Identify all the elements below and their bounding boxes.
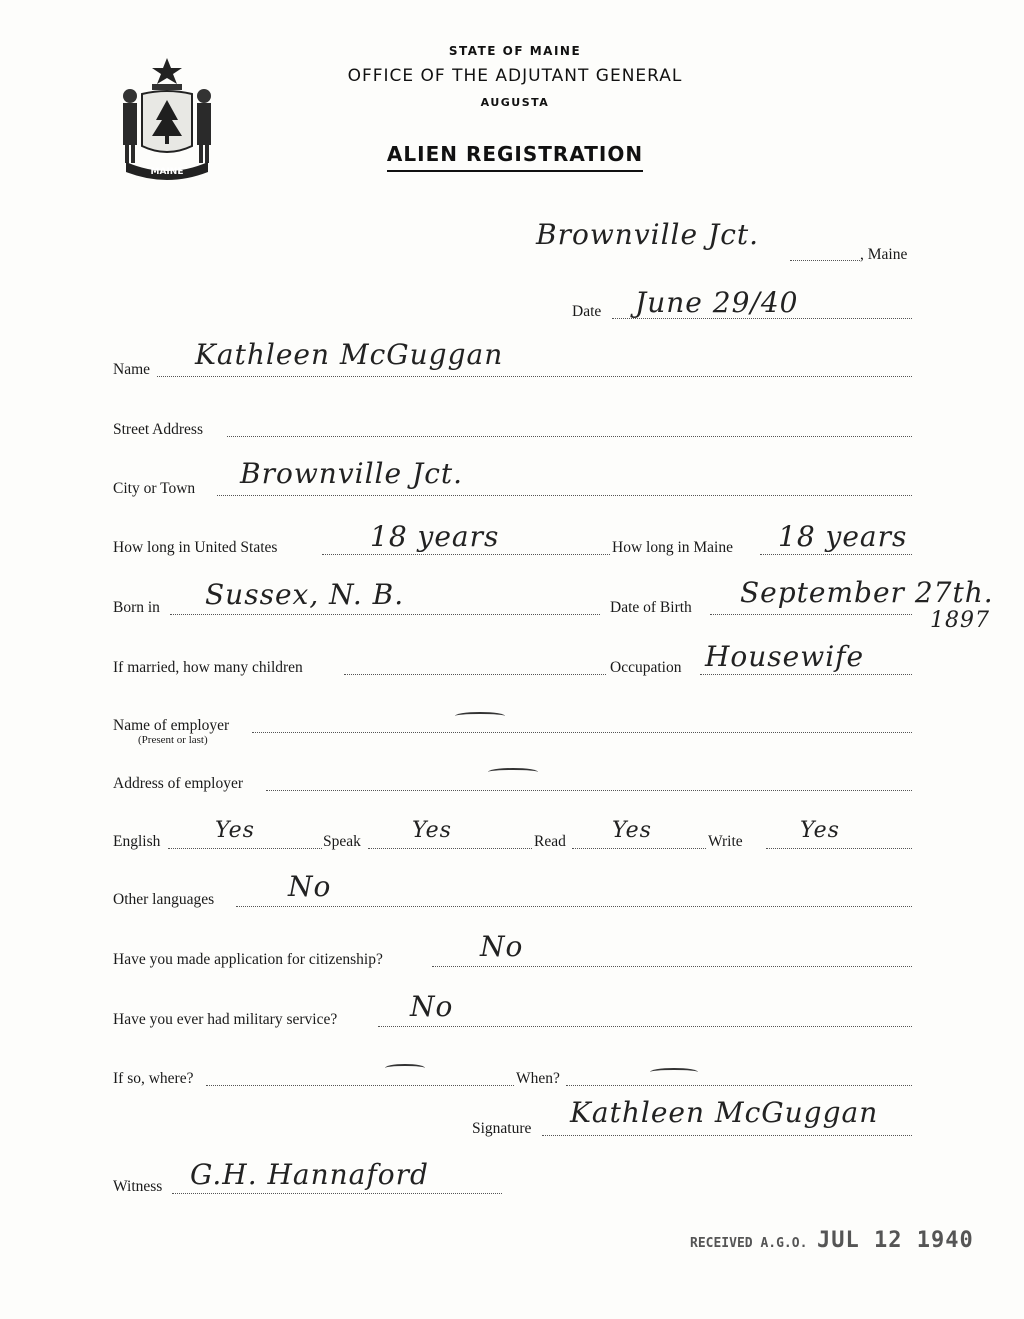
label-occupation: Occupation — [610, 659, 682, 676]
entry-town-heading: Brownville Jct. — [536, 218, 760, 251]
label-employer-name-sub: (Present or last) — [138, 734, 208, 746]
entry-signature: Kathleen McGuggan — [570, 1096, 879, 1129]
label-read: Read — [534, 833, 566, 850]
label-english: English — [113, 833, 161, 850]
label-other-languages: Other languages — [113, 891, 215, 908]
entry-write: Yes — [800, 818, 840, 843]
entry-birth-year: 1897 — [930, 608, 990, 633]
entry-name: Kathleen McGuggan — [195, 338, 504, 371]
dotted-line — [217, 495, 912, 496]
entry-date-of-birth: September 27th. — [740, 576, 994, 609]
label-how-long-us: How long in United States — [113, 539, 278, 556]
blank-dash-mark — [488, 768, 538, 776]
dotted-line — [566, 1085, 912, 1086]
label-military: Have you ever had military service? — [113, 1011, 338, 1028]
label-date-of-birth: Date of Birth — [610, 599, 692, 616]
label-employer-name: Name of employer — [113, 717, 230, 734]
dotted-line — [170, 614, 600, 615]
dotted-line — [266, 790, 912, 791]
header-office: OFFICE OF THE ADJUTANT GENERAL — [347, 66, 683, 86]
label-citizenship: Have you made application for citizenship? — [113, 951, 383, 968]
maine-state-seal-icon — [112, 54, 222, 184]
label-city-or-town: City or Town — [113, 480, 196, 497]
dotted-line — [766, 848, 912, 849]
entry-other-languages: No — [288, 870, 332, 903]
stamp-received-label: RECEIVED A.G.O. — [690, 1236, 808, 1251]
dotted-line — [322, 554, 610, 555]
entry-how-long-maine: 18 years — [778, 520, 908, 553]
dotted-line — [790, 260, 860, 261]
entry-speak: Yes — [412, 818, 452, 843]
header-state: STATE OF MAINE — [448, 44, 582, 58]
entry-city-or-town: Brownville Jct. — [240, 457, 464, 490]
dotted-line — [157, 376, 912, 377]
label-when: When? — [516, 1070, 560, 1087]
blank-dash-mark — [650, 1068, 698, 1076]
dotted-line — [572, 848, 706, 849]
label-born-in: Born in — [113, 599, 160, 616]
dotted-line — [378, 1026, 912, 1027]
entry-english: Yes — [215, 818, 255, 843]
dotted-line — [252, 732, 912, 733]
dotted-line — [760, 554, 912, 555]
entry-military: No — [410, 990, 454, 1023]
entry-how-long-us: 18 years — [370, 520, 500, 553]
dotted-line — [432, 966, 912, 967]
dotted-line — [172, 1193, 502, 1194]
label-witness: Witness — [113, 1178, 163, 1195]
header-city: AUGUSTA — [480, 96, 550, 109]
label-children: If married, how many children — [113, 659, 303, 676]
seal-banner-text: MAINE — [150, 167, 184, 177]
label-write: Write — [708, 833, 743, 850]
received-stamp — [690, 1228, 974, 1253]
label-signature: Signature — [472, 1120, 532, 1137]
dotted-line — [168, 848, 322, 849]
label-employer-address: Address of employer — [113, 775, 243, 792]
dotted-line — [227, 436, 912, 437]
form-title: ALIEN REGISTRATION — [300, 142, 730, 166]
label-name: Name — [113, 361, 151, 378]
dotted-line — [236, 906, 912, 907]
label-how-long-maine: How long in Maine — [612, 539, 733, 556]
label-date: Date — [572, 303, 602, 320]
dotted-line — [700, 674, 912, 675]
dotted-line — [344, 674, 606, 675]
dotted-line — [206, 1085, 514, 1086]
stamp-date: JUL 12 1940 — [817, 1228, 974, 1253]
entry-born-in: Sussex, N. B. — [205, 578, 405, 611]
dotted-line — [368, 848, 532, 849]
dotted-line — [542, 1135, 912, 1136]
label-street-address: Street Address — [113, 421, 203, 438]
blank-dash-mark — [385, 1064, 425, 1072]
label-maine: , Maine — [860, 246, 908, 263]
blank-dash-mark — [455, 712, 505, 720]
entry-date: June 29/40 — [635, 286, 799, 319]
entry-occupation: Housewife — [705, 640, 865, 673]
dotted-line — [710, 614, 912, 615]
entry-witness: G.H. Hannaford — [190, 1158, 429, 1191]
label-speak: Speak — [323, 833, 361, 850]
entry-read: Yes — [612, 818, 652, 843]
entry-citizenship: No — [480, 930, 524, 963]
label-if-so-where: If so, where? — [113, 1070, 194, 1087]
